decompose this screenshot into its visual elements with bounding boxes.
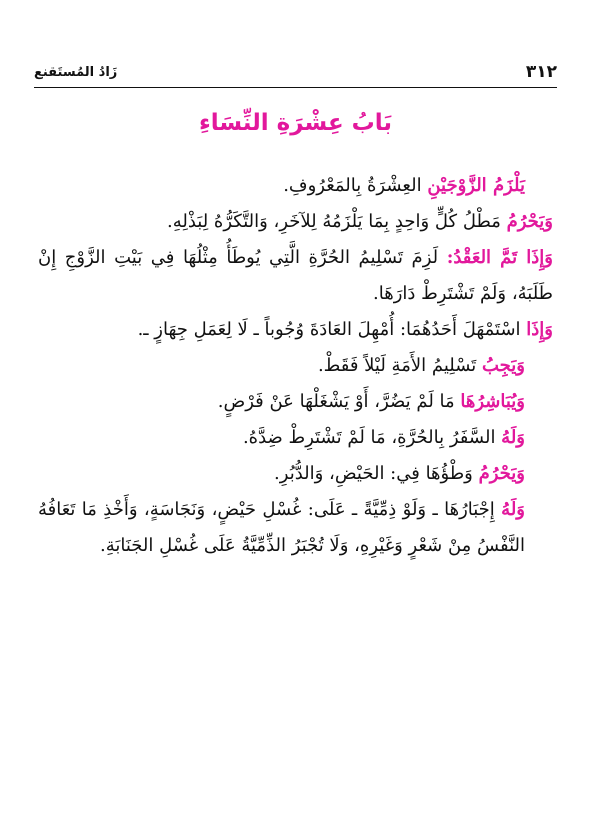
header-divider bbox=[34, 87, 557, 88]
paragraph-keyword: وَيُبَاشِرُهَا bbox=[460, 391, 525, 412]
paragraph-keyword: وَلَهُ bbox=[501, 499, 525, 520]
paragraph-text: تَسْلِيمُ الأَمَةِ لَيْلاً فَقَطْ. bbox=[317, 355, 482, 376]
paragraph-text: إِجْبَارُهَا ـ وَلَوْ ذِمِّيَّةً ـ عَلَى: غُسْلِ حَيْضٍ، وَنَجَاسَةٍ، وَأَخْذِ مَا تَعَافُهُ النَّفْسُ مِنْ شَعْرٍ وَغَيْرِهِ، وَلَا تُجْبَرُ الذِّمِّيَّةُ عَلَى غُسْلِ الجَنَابَةِ. bbox=[38, 499, 525, 556]
paragraph bbox=[38, 492, 553, 564]
paragraph-keyword: وَإِذَا تَمَّ العَقْدُ: bbox=[446, 247, 553, 268]
chapter-title: بَابُ عِشْرَةِ النِّسَاءِ bbox=[198, 110, 393, 136]
paragraph-keyword: وَلَهُ bbox=[501, 427, 525, 448]
paragraph bbox=[38, 168, 553, 204]
paragraph bbox=[38, 240, 553, 312]
page-header bbox=[34, 60, 557, 84]
paragraph-text: لَزِمَ تَسْلِيمُ الحُرَّةِ الَّتِي يُوطَأُ مِثْلُهَا فِي بَيْتِ الزَّوْجِ إِنْ طَلَبَهُ، وَلَمْ تَشْتَرِطْ دَارَهَا. bbox=[38, 247, 553, 304]
paragraph-text: مَا لَمْ يَضُرَّ، أَوْ يَشْغَلْهَا عَنْ فَرْضٍ. bbox=[217, 391, 461, 412]
paragraph bbox=[38, 204, 553, 240]
paragraph-text: وَطْؤُهَا فِي: الحَيْضِ، وَالدُّبُرِ. bbox=[274, 463, 479, 484]
paragraph bbox=[38, 456, 553, 492]
paragraph-keyword: وَيَجِبُ bbox=[482, 355, 525, 376]
page-number: ٣١٢ bbox=[525, 62, 557, 82]
body-text bbox=[38, 168, 553, 564]
paragraph-text: اسْتَمْهَلَ أَحَدُهُمَا: أُمْهِلَ العَادَةَ وُجُوباً ـ لَا لِعَمَلِ جِهَازٍ ـ. bbox=[137, 319, 527, 340]
paragraph bbox=[38, 420, 553, 456]
paragraph bbox=[38, 384, 553, 420]
paragraph-text: السَّفَرُ بِالحُرَّةِ، مَا لَمْ تَشْتَرِطْ ضِدَّهُ. bbox=[242, 427, 502, 448]
paragraph bbox=[38, 312, 553, 348]
paragraph bbox=[38, 348, 553, 384]
paragraph-keyword: وَإِذَا bbox=[526, 319, 553, 340]
paragraph-text: العِشْرَةُ بِالمَعْرُوفِ. bbox=[283, 175, 428, 196]
paragraph-keyword: يَلْزَمُ الزَّوْجَيْنِ bbox=[427, 175, 525, 196]
paragraph-keyword: وَيَحْرُمُ bbox=[506, 211, 553, 232]
paragraph-text: مَطْلُ كُلٍّ وَاحِدٍ بِمَا يَلْزَمُهُ لِلآخَرِ، وَالتَّكَرُّهُ لِبَذْلِهِ. bbox=[166, 211, 507, 232]
running-title: زَادُ المُستَقنع bbox=[34, 64, 118, 80]
paragraph-keyword: وَيَحْرُمُ bbox=[478, 463, 525, 484]
